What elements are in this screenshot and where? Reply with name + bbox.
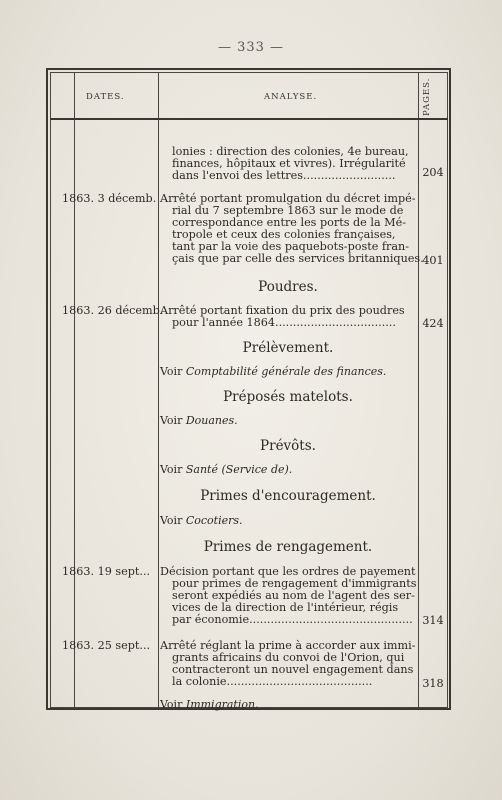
header-pages: PAGES. [422,77,432,116]
entry-line: pour primes de rengagement d'immigrants [172,577,417,590]
entry-line: çais que par celle des services britanniques. [172,252,424,265]
entry-line: Arrêté réglant la prime à accorder aux immi- [160,639,416,652]
entry-date: 1863. 19 sept... [62,565,151,578]
entry-line: tant par la voie des paquebots-poste fran- [172,240,410,253]
page-reference: 314 [422,614,444,627]
entry-line: par économie.............................................. [172,613,413,626]
page-number: — 333 — [217,40,285,55]
header-rule [50,118,448,120]
entry-date: 1863. 3 décemb. [62,192,157,205]
see-also-reference [160,365,386,378]
section-heading: Primes de rengagement. [203,539,373,555]
page-reference: 424 [422,317,444,330]
see-also-reference [160,514,243,527]
entry-line: tropole et ceux des colonies françaises, [172,228,396,241]
section-heading: Primes d'encouragement. [200,488,376,504]
section-heading: Poudres. [258,279,318,295]
page-reference: 318 [422,677,444,690]
section-heading: Prévôts. [260,438,316,454]
see-also-target: Immigration. [185,698,259,711]
entry-line: lonies : direction des colonies, 4e bureau, [172,145,409,158]
entry-line: grants africains du convoi de l'Orion, qui [172,651,405,664]
see-also-target: Santé (Service de). [185,463,293,476]
see-also-reference [160,414,238,427]
see-also-prefix: Voir [160,514,183,527]
column-divider [74,72,75,708]
page-reference: 204 [422,166,444,179]
see-also-target: Comptabilité générale des finances. [185,365,387,378]
entry-line: pour l'année 1864.................................. [172,316,396,329]
see-also-prefix: Voir [160,463,183,476]
section-heading: Préposés matelots. [223,389,353,405]
page-reference: 401 [422,254,444,267]
entry-line: correspondance entre les ports de la Mé- [172,216,407,229]
see-also-target: Douanes. [185,414,238,427]
entry-line: finances, hôpitaux et vivres). Irrégularité [172,157,406,170]
see-also-reference [160,463,292,476]
see-also-target: Cocotiers. [185,514,243,527]
entry-line: Décision portant que les ordres de payement [160,565,416,578]
see-also-reference [160,698,259,711]
see-also-prefix: Voir [160,365,183,378]
entry-date: 1863. 25 sept... [62,639,151,652]
entry-line: la colonie......................................... [172,675,373,688]
see-also-prefix: Voir [160,414,183,427]
entry-line: seront expédiés au nom de l'agent des ser- [172,589,415,602]
entry-line: contracteront un nouvel engagement dans [172,663,414,676]
entry-date: 1863. 26 décemb. [62,304,164,317]
entry-line: vices de la direction de l'intérieur, régis [172,601,399,614]
entry-line: dans l'envoi des lettres.......................... [172,169,396,182]
entry-line: Arrêté portant promulgation du décret impé- [160,192,416,205]
header-analyse: ANALYSE. [264,92,318,102]
see-also-prefix: Voir [160,698,183,711]
entry-line: Arrêté portant fixation du prix des poudres [160,304,405,317]
header-dates: DATES. [86,92,125,102]
section-heading: Prélèvement. [242,340,334,356]
entry-line: rial du 7 septembre 1863 sur le mode de [172,204,404,217]
